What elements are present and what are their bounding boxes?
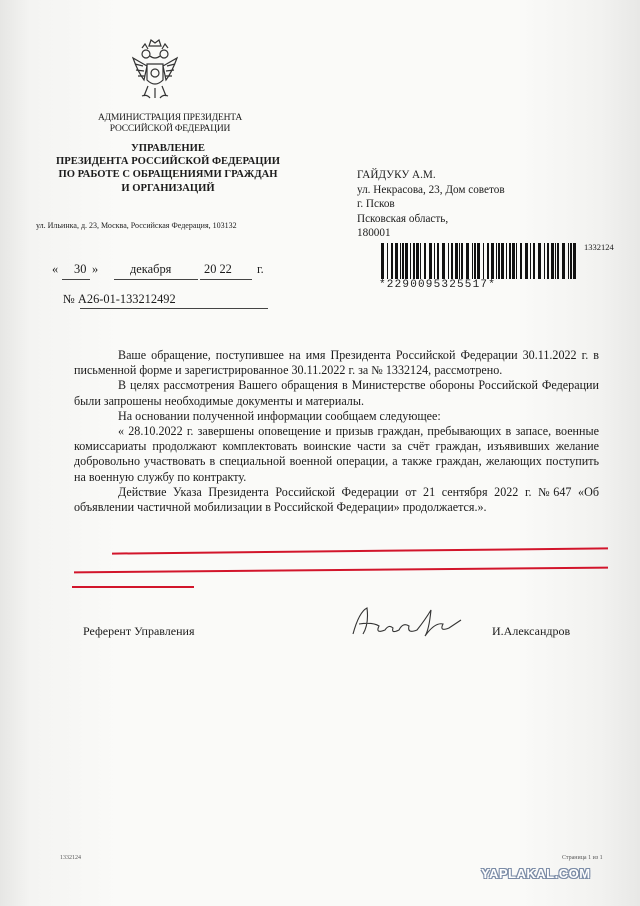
dept-line-4: И ОРГАНИЗАЦИЙ (121, 182, 215, 194)
barcode-icon (380, 243, 576, 281)
footer-page-number: Страница 1 из 1 (562, 855, 603, 861)
date-month: декабря (130, 262, 172, 276)
dept-line-2: ПРЕЗИДЕНТА РОССИЙСКОЙ ФЕДЕРАЦИИ (56, 156, 280, 168)
recipient-zip: 180001 (357, 227, 391, 240)
date-year-suffix: г. (257, 262, 264, 276)
paragraph-3: На основании полученной информации сообщаем следующее: (118, 408, 441, 423)
date-year-underline (200, 279, 252, 280)
recipient-city: г. Псков (357, 198, 395, 211)
coat-of-arms-icon (130, 36, 180, 102)
signer-name: И.Александров (492, 624, 571, 638)
barcode-number: *2290095325517* (379, 279, 497, 291)
highlight-underline-1 (112, 547, 608, 554)
recipient-name: ГАЙДУКУ А.М. (357, 169, 436, 181)
paragraph-2: В целях рассмотрения Вашего обращения в Министерстве обороны Российской Федерации были запрошены необходимые документы и материалы. (74, 378, 599, 408)
date-month-underline (114, 279, 198, 280)
paragraph-4: « 28.10.2022 г. завершены оповещение и призыв граждан, пребывающих в запасе, военные комиссариаты продолжают комплектовать воинские части за счёт граждан, изъявивших желание добровольно участвовать в специальной военной операции, а также граждан, желающих поступить на военную службу по контракту. (74, 424, 599, 484)
admin-line-1: АДМИНИСТРАЦИЯ ПРЕЗИДЕНТА (97, 113, 243, 123)
recipient-street: ул. Некрасова, 23, Дом советов (357, 183, 505, 196)
outgoing-number-underline (80, 308, 268, 309)
paragraph-1: Ваше обращение, поступившее на имя Президента Российской Федерации 30.11.2022 г. в письменной форме и зарегистрированное 30.11.2022 г. за № 1332124, рассмотрено. (74, 348, 599, 378)
barcode-code: 1332124 (584, 242, 614, 252)
administration-heading (90, 113, 250, 135)
date-day: 30 (74, 262, 87, 276)
paragraph-5: Действие Указа Президента Российской Федерации от 21 сентября 2022 г. №647 «Об объявлении частичной мобилизации в Российской Федерации» продолжается.». (74, 484, 599, 515)
admin-line-2: РОССИЙСКОЙ ФЕДЕРАЦИИ (109, 124, 231, 134)
date-year: 20 22 (204, 262, 232, 276)
recipient-block (357, 168, 505, 241)
handwritten-signature-icon (345, 600, 470, 645)
date-open-quote: « (52, 262, 59, 276)
date-day-underline (62, 279, 90, 280)
dept-line-3: ПО РАБОТЕ С ОБРАЩЕНИЯМИ ГРАЖДАН (58, 169, 278, 181)
highlight-underline-2 (74, 567, 608, 574)
sender-address: ул. Ильинка, д. 23, Москва, Российская Федерация, 103132 (36, 221, 237, 230)
dept-line-1: УПРАВЛЕНИЕ (131, 143, 205, 154)
outgoing-number: № А26-01-133212492 (63, 292, 176, 306)
footer-code: 1332124 (60, 855, 81, 861)
date-close-quote: » (92, 262, 99, 276)
letter-date (52, 262, 282, 280)
highlight-underline-3 (72, 586, 194, 588)
department-heading (48, 142, 288, 195)
letter-body (74, 348, 599, 515)
recipient-region: Псковская область, (357, 212, 449, 225)
signer-position: Референт Управления (83, 624, 195, 638)
watermark-text: YAPLAKAL.COM (481, 866, 591, 881)
